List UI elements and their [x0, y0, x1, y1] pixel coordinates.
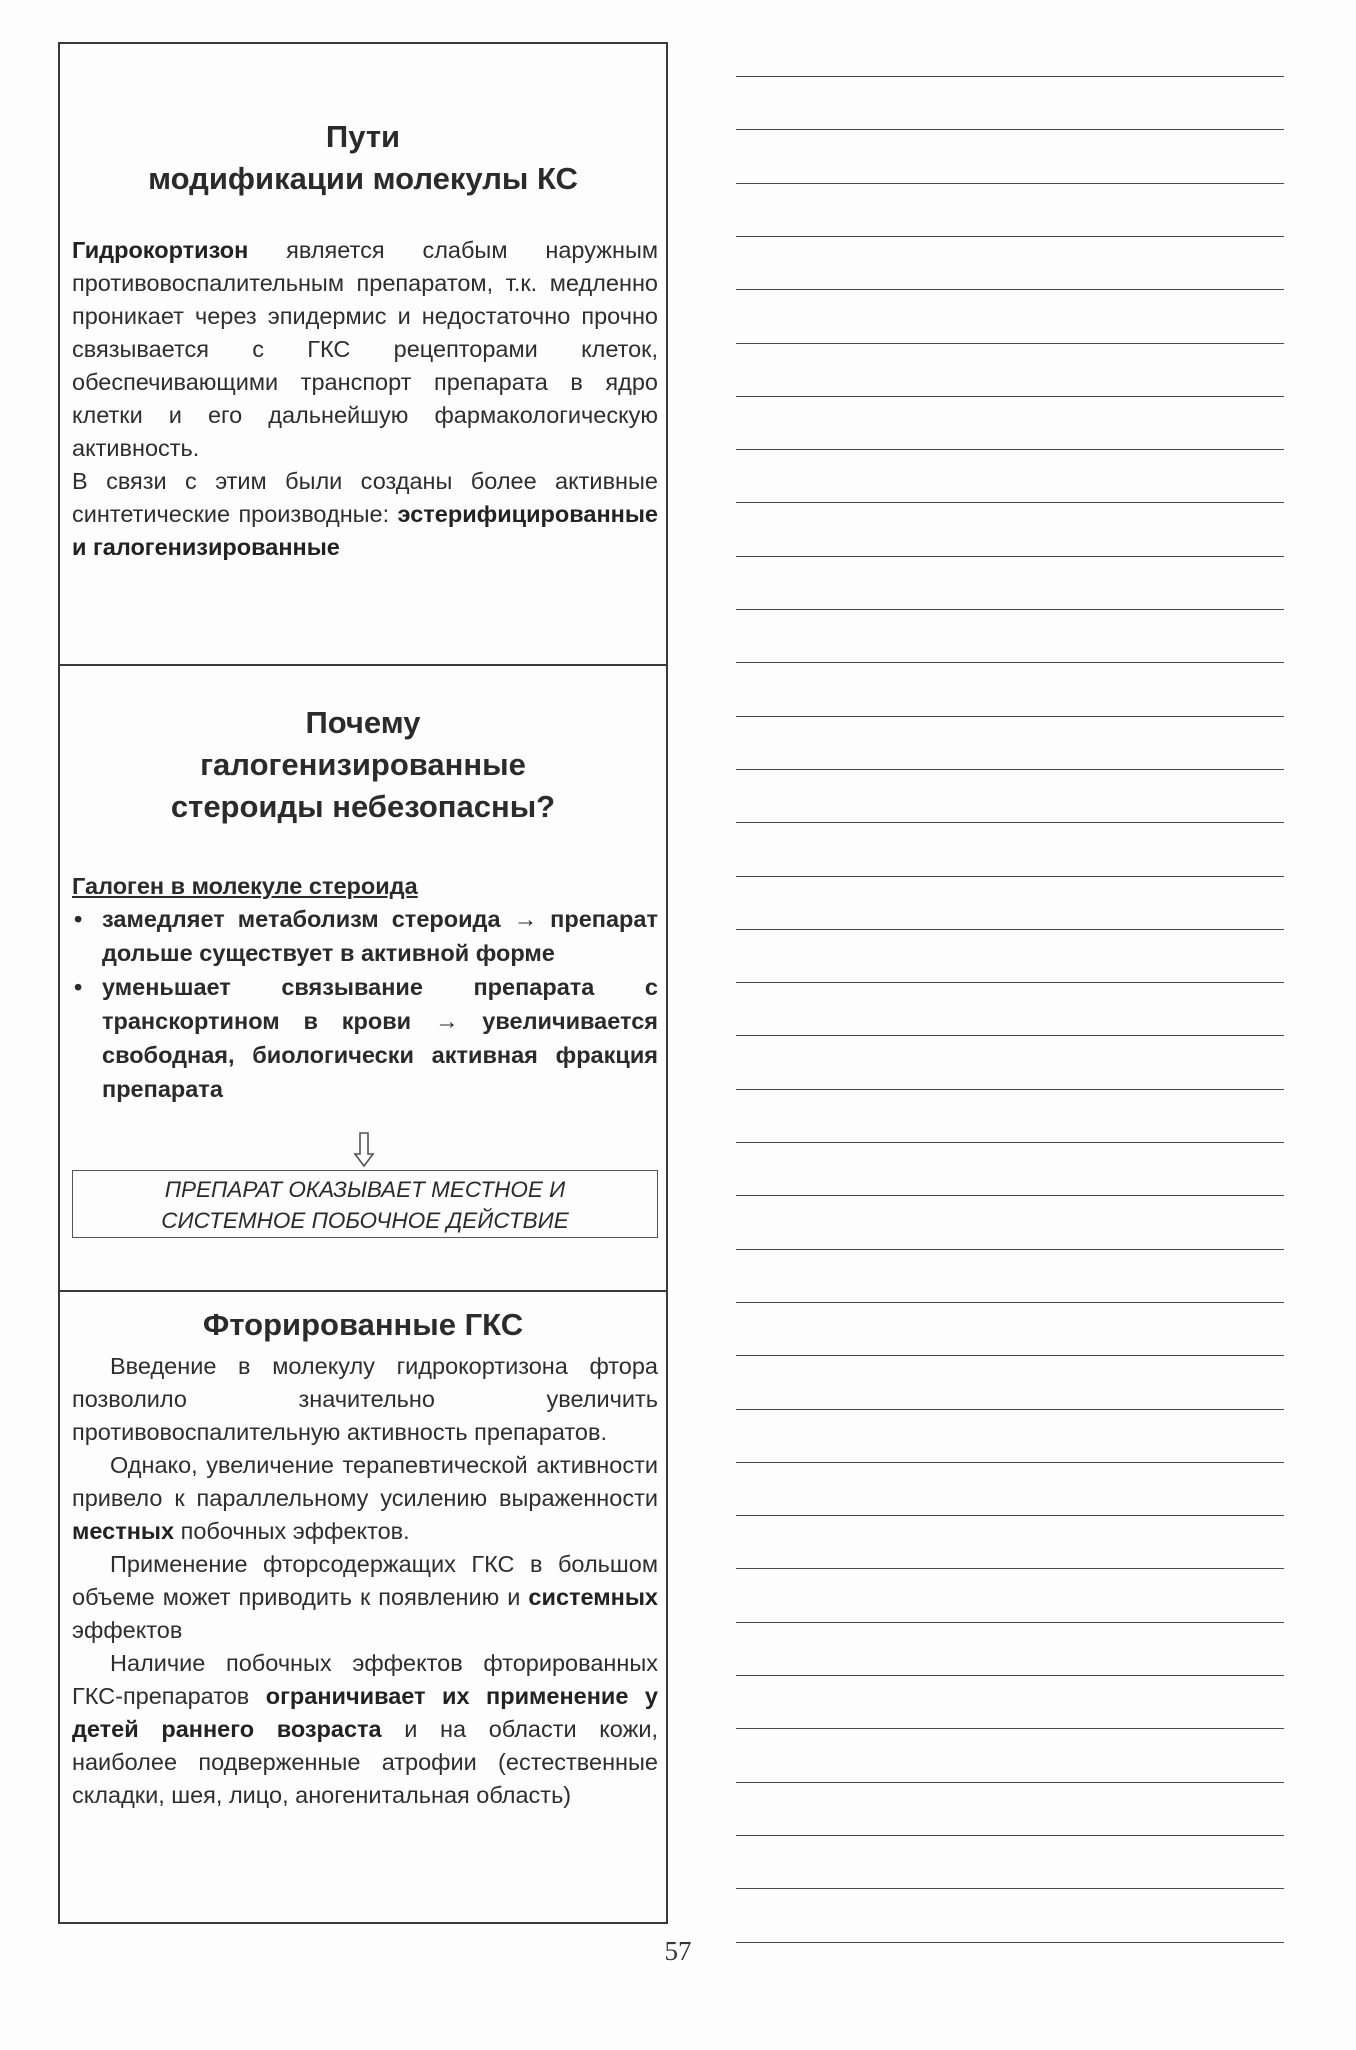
- bullet-icon: •: [74, 974, 83, 1000]
- paragraph: [72, 1647, 658, 1812]
- title-line: модификации молекулы КС: [148, 161, 578, 196]
- conclusion-box: [72, 1170, 658, 1238]
- note-line: [736, 1515, 1284, 1516]
- bold-term: системных: [528, 1584, 658, 1610]
- note-line: [736, 929, 1284, 930]
- note-line: [736, 236, 1284, 237]
- section-title: Фторированные ГКС: [202, 1307, 524, 1342]
- section-body: [72, 1350, 658, 1812]
- section-title: [60, 702, 666, 828]
- page-number: 57: [664, 1936, 692, 1966]
- bold-term: местных: [72, 1518, 175, 1544]
- body-fragment: побочных эффектов.: [174, 1518, 410, 1544]
- note-line: [736, 129, 1284, 130]
- bullet-list: [72, 902, 658, 1106]
- section-fluorinated-gcs: [58, 1290, 668, 1924]
- subheading: Галоген в молекуле стероида: [72, 873, 418, 899]
- title-line: Почему: [305, 705, 421, 740]
- list-item-text: уменьшает связывание препарата с транскортином в крови → увеличивается свободная, биологически активная фракция препарата: [102, 974, 658, 1102]
- note-line: [736, 1142, 1284, 1143]
- conclusion-line: ПРЕПАРАТ ОКАЗЫВАЕТ МЕСТНОЕ И: [164, 1177, 566, 1202]
- note-line: [736, 396, 1284, 397]
- body-fragment: и на области кожи, наиболее подверженные атрофии (естественные складки, шея, лицо, аногенитальная область): [72, 1716, 658, 1808]
- body-fragment: В связи с этим были созданы более активные синтетические производные:: [72, 468, 658, 527]
- arrow-down-icon: [353, 1132, 375, 1168]
- body-fragment: Однако, увеличение терапевтической активности привело к параллельному усилению выраженности: [72, 1452, 658, 1511]
- note-line: [736, 1355, 1284, 1356]
- note-line: [736, 1195, 1284, 1196]
- note-line: [736, 1675, 1284, 1676]
- body-fragment: является слабым наружным противовоспалительным препаратом, т.к. медленно проникает через эпидермис и недостаточно прочно связывается с ГКС рецепторами клеток, обеспечивающими транспорт препарата в ядро клетки и его дальнейшую фармакологическую активность.: [72, 237, 658, 461]
- note-line: [736, 876, 1284, 877]
- title-line: Пути: [325, 119, 401, 154]
- note-line: [736, 769, 1284, 770]
- bullet-icon: •: [74, 906, 83, 932]
- note-line: [736, 502, 1284, 503]
- note-line: [736, 609, 1284, 610]
- note-line: [736, 1462, 1284, 1463]
- title-line: стероиды небезопасны?: [170, 789, 556, 824]
- note-line: [736, 1409, 1284, 1410]
- bold-term: эстерифицированные и галогенизированные: [72, 501, 658, 560]
- note-line: [736, 1035, 1284, 1036]
- paragraph: [72, 1449, 658, 1548]
- bold-term: ограничивает их применение у детей раннего возраста: [72, 1683, 658, 1742]
- note-line: [736, 1089, 1284, 1090]
- bold-term: Гидрокортизон: [72, 237, 249, 263]
- note-line: [736, 289, 1284, 290]
- note-line: [736, 1302, 1284, 1303]
- note-line: [736, 1835, 1284, 1836]
- note-line: [736, 662, 1284, 663]
- note-line: [736, 1622, 1284, 1623]
- note-line: [736, 449, 1284, 450]
- body-fragment: эффектов: [72, 1617, 183, 1643]
- paragraph: [72, 1548, 658, 1647]
- note-line: [736, 982, 1284, 983]
- note-line: [736, 183, 1284, 184]
- note-line: [736, 1249, 1284, 1250]
- note-line: [736, 556, 1284, 557]
- list-item: [72, 970, 658, 1106]
- section-halogenated-danger: [58, 664, 668, 1292]
- section-title: [60, 116, 666, 200]
- note-line: [736, 1568, 1284, 1569]
- note-line: [736, 822, 1284, 823]
- section-modification-paths: [58, 42, 668, 666]
- list-item-text: замедляет метаболизм стероида → препарат дольше существует в активной форме: [102, 906, 658, 966]
- note-line: [736, 716, 1284, 717]
- note-line: [736, 76, 1284, 77]
- title-line: галогенизированные: [200, 747, 526, 782]
- body-fragment: Наличие побочных эффектов фторированных ГКС-препаратов: [72, 1650, 658, 1709]
- paragraph: Введение в молекулу гидрокортизона фтора позволило значительно увеличить противовоспалительную активность препаратов.: [72, 1353, 658, 1445]
- list-item: [72, 902, 658, 970]
- note-line: [736, 1782, 1284, 1783]
- body-fragment: Применение фторсодержащих ГКС в большом объеме может приводить к появлению и: [72, 1551, 658, 1610]
- notes-lines: [736, 64, 1296, 1924]
- note-line: [736, 1728, 1284, 1729]
- note-line: [736, 343, 1284, 344]
- note-line: [736, 1888, 1284, 1889]
- conclusion-line: СИСТЕМНОЕ ПОБОЧНОЕ ДЕЙСТВИЕ: [161, 1208, 569, 1233]
- section-body: [72, 234, 658, 564]
